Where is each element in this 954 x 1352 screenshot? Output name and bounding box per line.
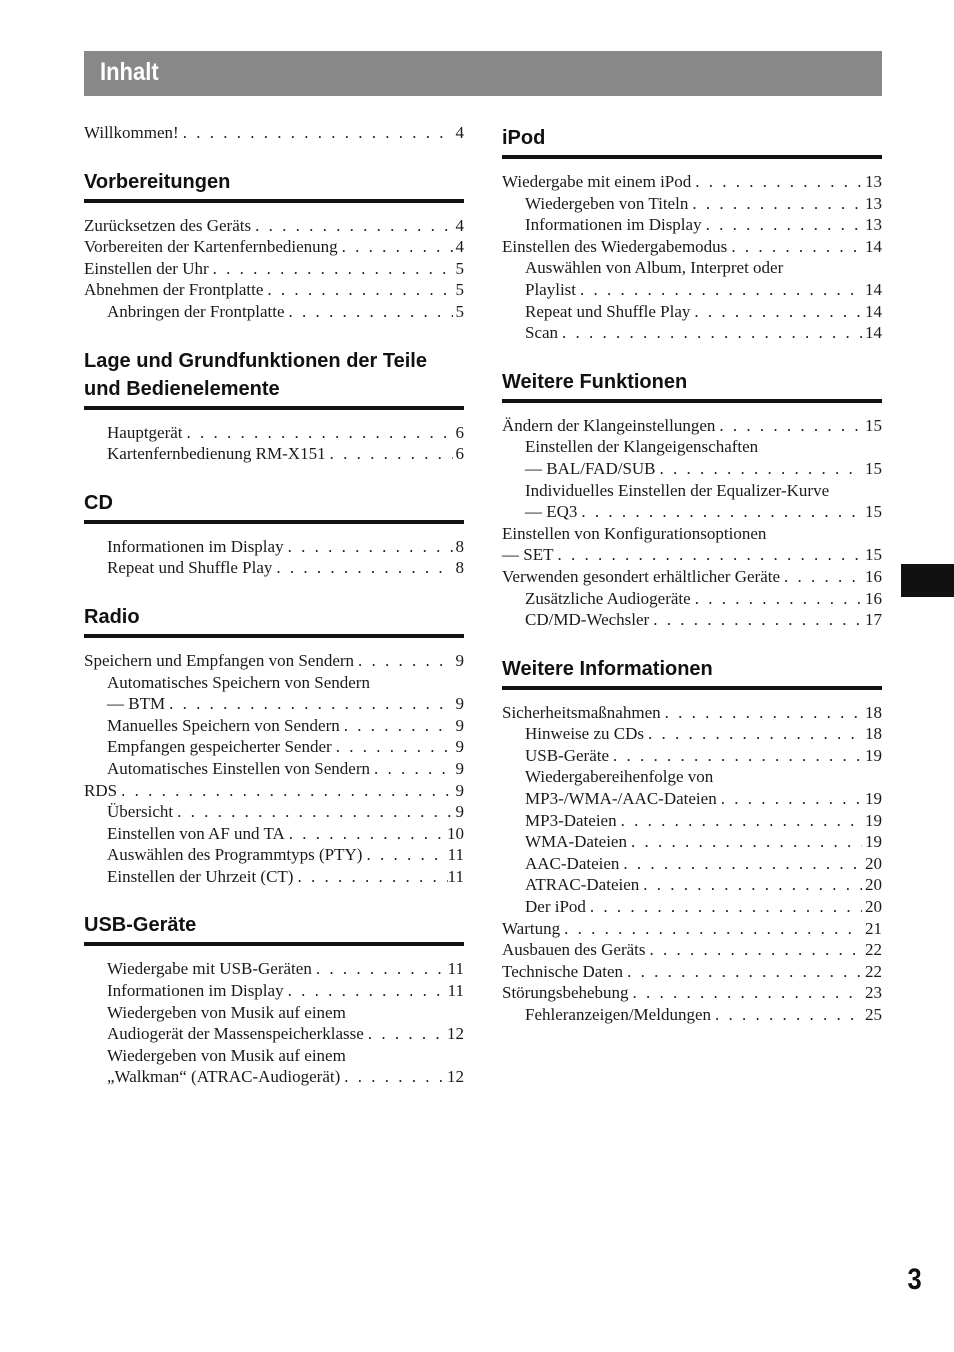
section-spacer xyxy=(84,323,464,347)
toc-entry[interactable] xyxy=(502,609,882,631)
dot-leader xyxy=(646,939,862,961)
toc-entry[interactable] xyxy=(502,831,882,853)
toc-entry-title: Übersicht xyxy=(107,802,174,822)
toc-entry-title: Ändern der Klangeinstellungen xyxy=(502,415,716,435)
toc-entry[interactable] xyxy=(84,301,464,323)
dot-leader xyxy=(661,702,862,724)
toc-entry[interactable] xyxy=(502,982,882,1004)
toc-entry[interactable] xyxy=(502,436,882,458)
toc-entry-title: Audiogerät der Massenspeicherklasse xyxy=(107,1024,364,1044)
toc-entry-page: 18 xyxy=(865,724,882,744)
toc-entry-page: 9 xyxy=(455,802,464,822)
dot-leader xyxy=(183,422,453,444)
toc-entry-page: 15 xyxy=(865,458,882,478)
toc-entry[interactable] xyxy=(502,501,882,523)
toc-entry-title: Kartenfernbedienung RM-X151 xyxy=(107,444,326,464)
toc-entry-page: 22 xyxy=(865,940,882,960)
toc-entry-page: 5 xyxy=(455,301,464,321)
dot-leader xyxy=(586,896,862,918)
dot-leader xyxy=(576,279,862,301)
toc-entry[interactable] xyxy=(502,415,882,437)
toc-entry[interactable] xyxy=(84,958,464,980)
toc-entry[interactable] xyxy=(84,422,464,444)
toc-entry[interactable] xyxy=(502,918,882,940)
toc-entry-title: Playlist xyxy=(525,279,577,299)
toc-entry-page: 9 xyxy=(455,737,464,757)
toc-entry-title: Einstellen der Klangeigenschaften xyxy=(525,437,759,457)
dot-leader xyxy=(711,1004,862,1026)
toc-entry-title: MP3-/WMA-/AAC-Dateien xyxy=(525,789,717,809)
toc-entry[interactable] xyxy=(502,322,882,344)
page-title: Inhalt xyxy=(100,58,159,86)
toc-entry[interactable] xyxy=(84,693,464,715)
toc-entry-page: 14 xyxy=(865,323,882,343)
toc-entry-page: 9 xyxy=(455,780,464,800)
toc-entry-page: 19 xyxy=(865,832,882,852)
toc-entry-page: 11 xyxy=(447,959,464,979)
section-spacer xyxy=(502,344,882,368)
toc-entry-page: 9 xyxy=(455,758,464,778)
toc-entry-page: 6 xyxy=(455,444,464,464)
toc-entry-title: Wiedergabereihenfolge von xyxy=(525,767,714,787)
toc-entry-title: Informationen im Display xyxy=(107,536,284,556)
toc-entry-page: 22 xyxy=(865,961,882,981)
dot-leader xyxy=(690,301,862,323)
toc-entry[interactable] xyxy=(502,214,882,236)
toc-entry-title: — BAL/FAD/SUB xyxy=(525,458,656,478)
toc-entry-page: 14 xyxy=(865,279,882,299)
section-spacer xyxy=(84,465,464,489)
toc-entry[interactable] xyxy=(502,257,882,279)
toc-entry[interactable] xyxy=(84,780,464,802)
toc-entry[interactable] xyxy=(84,980,464,1002)
toc-entry[interactable] xyxy=(502,1004,882,1026)
section-spacer xyxy=(84,579,464,603)
section-heading: iPod xyxy=(502,124,882,159)
dot-leader xyxy=(702,214,862,236)
dot-leader xyxy=(629,982,862,1004)
toc-entry-page: 20 xyxy=(865,853,882,873)
toc-entry[interactable] xyxy=(84,1045,464,1067)
section-heading: Weitere Informationen xyxy=(502,655,882,690)
toc-entry-page: 19 xyxy=(865,789,882,809)
dot-leader xyxy=(727,236,862,258)
toc-entry-title: Scan xyxy=(525,323,559,343)
toc-entry[interactable] xyxy=(502,279,882,301)
toc-entry-page: 9 xyxy=(455,650,464,670)
dot-leader xyxy=(340,1066,447,1088)
toc-entry-page: 16 xyxy=(865,588,882,608)
toc-entry[interactable] xyxy=(84,443,464,465)
dot-leader xyxy=(558,322,862,344)
dot-leader xyxy=(627,831,862,853)
dot-leader xyxy=(688,193,862,215)
toc-section-ipod xyxy=(502,124,882,344)
toc-entry-page: 13 xyxy=(865,172,882,191)
dot-leader xyxy=(354,650,453,672)
toc-entry[interactable] xyxy=(502,874,882,896)
toc-entry[interactable] xyxy=(84,215,464,237)
toc-entry-title: CD/MD-Wechsler xyxy=(525,610,650,630)
toc-entry[interactable] xyxy=(84,823,464,845)
toc-entry-page: 14 xyxy=(865,236,882,256)
toc-entry-page: 19 xyxy=(865,745,882,765)
toc-entry-title: Automatisches Einstellen von Sendern xyxy=(107,758,370,778)
toc-entry-title: Abnehmen der Frontplatte xyxy=(84,280,264,300)
toc-section-usb-geräte xyxy=(84,887,464,1088)
toc-entry[interactable] xyxy=(502,480,882,502)
toc-entry-page: 5 xyxy=(455,280,464,300)
toc-entry-page: 15 xyxy=(865,502,882,522)
dot-leader xyxy=(165,693,453,715)
section-heading: CD xyxy=(84,489,464,524)
dot-leader xyxy=(285,301,453,323)
toc-entry[interactable] xyxy=(84,758,464,780)
toc-entry-page: 11 xyxy=(447,981,464,1001)
toc-entry[interactable] xyxy=(84,236,464,258)
dot-leader xyxy=(179,122,453,144)
toc-entry-title: Willkommen! xyxy=(84,123,179,142)
dot-leader xyxy=(370,758,453,780)
dot-leader xyxy=(326,443,453,465)
toc-entry-page: 21 xyxy=(865,918,882,938)
toc-entry-title: Einstellen von AF und TA xyxy=(107,823,285,843)
toc-entry-page: 20 xyxy=(865,875,882,895)
dot-leader xyxy=(332,736,453,758)
toc-entry-title: Sicherheitsmaßnahmen xyxy=(502,702,661,722)
toc-entry-page: 8 xyxy=(455,536,464,556)
toc-entry-title: Zurücksetzen des Geräts xyxy=(84,215,252,235)
dot-leader xyxy=(251,215,453,237)
toc-entry[interactable] xyxy=(84,122,464,144)
toc-entry-page: 14 xyxy=(865,301,882,321)
toc-entry-title: Informationen im Display xyxy=(525,215,702,235)
dot-leader xyxy=(209,258,453,280)
dot-leader xyxy=(649,609,862,631)
toc-entry-title: Manuelles Speichern von Sendern xyxy=(107,715,340,735)
dot-leader xyxy=(780,566,862,588)
toc-entry-title: Auswählen des Programmtyps (PTY) xyxy=(107,845,363,865)
toc-entry-title: Vorbereiten der Kartenfernbedienung xyxy=(84,237,338,257)
toc-entry[interactable] xyxy=(84,866,464,888)
toc-entry[interactable] xyxy=(502,853,882,875)
dot-leader xyxy=(715,415,862,437)
toc-entry-page: 13 xyxy=(865,215,882,235)
toc-entry-title: Anbringen der Frontplatte xyxy=(107,301,285,321)
toc-entry-title: RDS xyxy=(84,780,118,800)
toc-entry-title: Auswählen von Album, Interpret oder xyxy=(525,258,784,278)
toc-entry-title: ATRAC-Dateien xyxy=(525,875,640,895)
toc-entry[interactable] xyxy=(502,788,882,810)
toc-entry[interactable] xyxy=(84,650,464,672)
dot-leader xyxy=(293,866,447,888)
toc-entry-title: AAC-Dateien xyxy=(525,853,620,873)
toc-entry[interactable] xyxy=(84,736,464,758)
toc-entry[interactable] xyxy=(502,896,882,918)
section-spacer xyxy=(84,887,464,911)
dot-leader xyxy=(717,788,862,810)
section-spacer xyxy=(84,144,464,168)
toc-entry-page: 19 xyxy=(865,810,882,830)
toc-entry-page: 6 xyxy=(455,422,464,442)
toc-section-lage-und-grundfunktionen-der-teile-und-b xyxy=(84,323,464,465)
toc-entry-title: Hinweise zu CDs xyxy=(525,724,644,744)
toc-entry[interactable] xyxy=(502,745,882,767)
toc-entry[interactable] xyxy=(84,557,464,579)
dot-leader xyxy=(340,715,453,737)
toc-entry[interactable] xyxy=(502,702,882,724)
dot-leader xyxy=(623,961,862,983)
toc-entry-page: 4 xyxy=(455,215,464,235)
toc-entry[interactable] xyxy=(502,171,882,193)
dot-leader xyxy=(691,588,862,610)
toc-entry[interactable] xyxy=(84,258,464,280)
toc-entry-title: Repeat und Shuffle Play xyxy=(525,301,691,321)
toc-entry[interactable] xyxy=(84,715,464,737)
toc-entry-title: Repeat und Shuffle Play xyxy=(107,558,273,578)
toc-entry-page: 11 xyxy=(447,866,464,886)
dot-leader xyxy=(619,853,862,875)
toc-entry-title: Einstellen von Konfigurationsoptionen xyxy=(502,523,767,543)
dot-leader xyxy=(362,844,447,866)
dot-leader xyxy=(284,980,448,1002)
section-tab-marker xyxy=(901,564,954,597)
toc-entry-title: Der iPod xyxy=(525,897,586,917)
dot-leader xyxy=(577,501,862,523)
toc-entry-title: Wiedergeben von Musik auf einem xyxy=(107,1002,346,1022)
toc-entry-page: 16 xyxy=(865,566,882,586)
toc-entry[interactable] xyxy=(84,672,464,694)
toc-entry-title: Wartung xyxy=(502,918,561,938)
toc-entry[interactable] xyxy=(84,536,464,558)
toc-section-weitere-funktionen xyxy=(502,344,882,631)
toc-entry-title: USB-Geräte xyxy=(525,745,610,765)
toc-entry[interactable] xyxy=(502,544,882,566)
toc-entry-title: WMA-Dateien xyxy=(525,832,627,852)
toc-entry[interactable] xyxy=(502,810,882,832)
toc-entry[interactable] xyxy=(502,961,882,983)
title-bar xyxy=(84,51,882,96)
toc-entry-page: 9 xyxy=(455,694,464,714)
toc-entry-page: 18 xyxy=(865,702,882,722)
toc-entry-title: Speichern und Empfangen von Sendern xyxy=(84,650,355,670)
toc-entry-title: Zusätzliche Audiogeräte xyxy=(525,588,691,608)
toc-entry[interactable] xyxy=(502,301,882,323)
toc-entry-title: Automatisches Speichern von Sendern xyxy=(107,672,370,692)
toc-entry[interactable] xyxy=(502,193,882,215)
toc-entry-title: Verwenden gesondert erhältlicher Geräte xyxy=(502,566,781,586)
toc-entry-title: Einstellen der Uhrzeit (CT) xyxy=(107,866,294,886)
toc-entry-title: — BTM xyxy=(107,694,166,714)
dot-leader xyxy=(263,279,453,301)
dot-leader xyxy=(284,536,453,558)
toc-entry-page: 4 xyxy=(455,123,464,142)
toc-entry-title: — EQ3 xyxy=(525,502,578,522)
toc-entry-page: 9 xyxy=(455,715,464,735)
toc-entry-page: 15 xyxy=(865,415,882,435)
toc-entry[interactable] xyxy=(84,801,464,823)
toc-entry-title: Wiedergeben von Musik auf einem xyxy=(107,1045,346,1065)
section-heading: Lage und Grundfunktionen der Teile und Bedienelemente xyxy=(84,347,464,410)
toc-entry-title: Technische Daten xyxy=(502,961,624,981)
toc-entry-page: 20 xyxy=(865,897,882,917)
section-heading: USB-Geräte xyxy=(84,911,464,946)
section-spacer xyxy=(502,631,882,655)
dot-leader xyxy=(617,810,862,832)
toc-entry-title: „Walkman“ (ATRAC-Audiogerät) xyxy=(107,1067,341,1087)
toc-entry[interactable] xyxy=(84,279,464,301)
toc-entry-page: 15 xyxy=(865,545,882,565)
toc-section xyxy=(84,122,464,144)
toc-entry[interactable] xyxy=(502,566,882,588)
dot-leader xyxy=(553,544,862,566)
toc-entry-title: Einstellen des Wiedergabemodus xyxy=(502,236,728,256)
dot-leader xyxy=(364,1023,447,1045)
section-heading: Radio xyxy=(84,603,464,638)
toc-entry-page: 17 xyxy=(865,610,882,630)
toc-entry[interactable] xyxy=(84,844,464,866)
toc-entry-title: Hauptgerät xyxy=(107,422,183,442)
toc-section-cd xyxy=(84,465,464,579)
dot-leader xyxy=(285,823,447,845)
toc-entry-title: Empfangen gespeicherter Sender xyxy=(107,737,332,757)
toc-entry-title: Fehleranzeigen/Meldungen xyxy=(525,1005,711,1024)
dot-leader xyxy=(117,780,453,802)
toc-entry-page: 8 xyxy=(455,558,464,578)
toc-section-radio xyxy=(84,579,464,888)
toc-entry[interactable] xyxy=(502,588,882,610)
dot-leader xyxy=(312,958,448,980)
toc-entry[interactable] xyxy=(84,1066,464,1088)
toc-entry[interactable] xyxy=(502,523,882,545)
toc-entry-page: 11 xyxy=(447,845,464,865)
dot-leader xyxy=(691,171,862,193)
toc-entry[interactable] xyxy=(502,723,882,745)
toc-left-column xyxy=(84,122,464,1088)
dot-leader xyxy=(644,723,862,745)
toc-entry[interactable] xyxy=(502,458,882,480)
section-heading: Weitere Funktionen xyxy=(502,368,882,403)
toc-entry-title: — SET xyxy=(502,545,554,565)
toc-entry[interactable] xyxy=(502,939,882,961)
dot-leader xyxy=(639,874,862,896)
dot-leader xyxy=(173,801,453,823)
toc-entry-page: 5 xyxy=(455,258,464,278)
toc-entry-title: Einstellen der Uhr xyxy=(84,258,209,278)
toc-entry-page: 4 xyxy=(455,237,464,257)
toc-entry-page: 13 xyxy=(865,193,882,213)
toc-entry-page: 23 xyxy=(865,983,882,1003)
dot-leader xyxy=(338,236,453,258)
toc-entry-page: 12 xyxy=(447,1024,464,1044)
toc-entry-page: 25 xyxy=(865,1005,882,1024)
toc-entry-title: Wiedergabe mit einem iPod xyxy=(502,172,692,191)
dot-leader xyxy=(609,745,862,767)
toc-entry-title: Individuelles Einstellen der Equalizer-Kurve xyxy=(525,480,830,500)
toc-entry[interactable] xyxy=(84,1023,464,1045)
page-number: 3 xyxy=(907,1263,922,1296)
toc-entry-page: 12 xyxy=(447,1067,464,1087)
toc-right-column xyxy=(502,124,882,1026)
toc-entry-page: 10 xyxy=(447,823,464,843)
toc-entry-title: Ausbauen des Geräts xyxy=(502,940,646,960)
toc-entry[interactable] xyxy=(502,236,882,258)
dot-leader xyxy=(272,557,453,579)
section-heading: Vorbereitungen xyxy=(84,168,464,203)
toc-entry-title: Wiedergeben von Titeln xyxy=(525,193,689,213)
toc-entry-title: Störungsbehebung xyxy=(502,983,629,1003)
toc-entry-title: Wiedergabe mit USB-Geräten xyxy=(107,959,312,979)
toc-entry-title: MP3-Dateien xyxy=(525,810,617,830)
toc-section-weitere-informationen xyxy=(502,631,882,1026)
toc-entry-title: Informationen im Display xyxy=(107,981,284,1001)
toc-section-vorbereitungen xyxy=(84,144,464,323)
toc-entry[interactable] xyxy=(84,1002,464,1024)
dot-leader xyxy=(656,458,862,480)
dot-leader xyxy=(560,918,862,940)
toc-entry[interactable] xyxy=(502,766,882,788)
